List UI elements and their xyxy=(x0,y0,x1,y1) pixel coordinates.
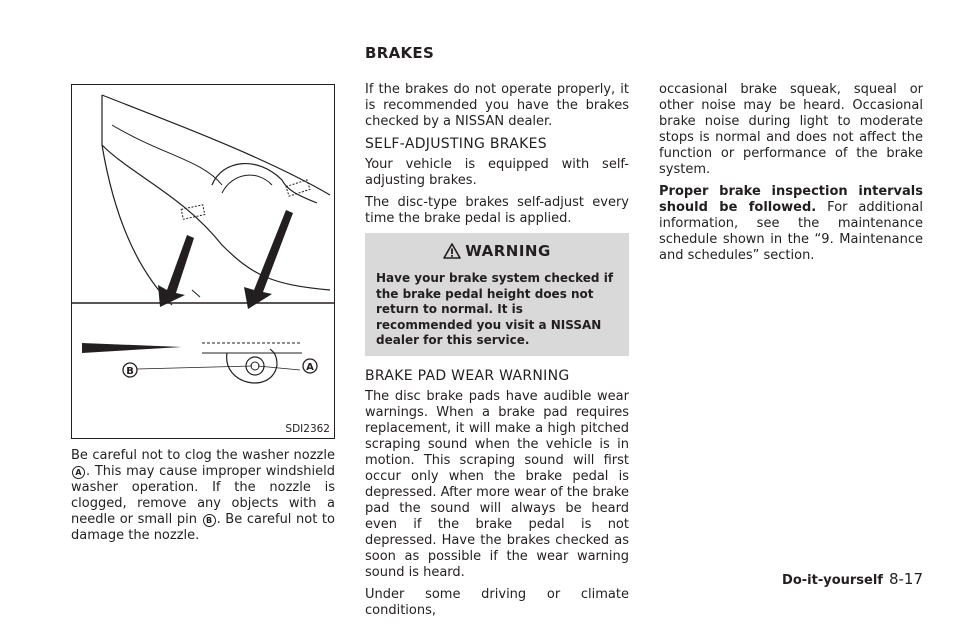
inspection-paragraph xyxy=(659,184,923,264)
pad-wear-p2: Under some driving or climate conditions, xyxy=(365,586,629,618)
washer-nozzle-figure xyxy=(71,84,335,439)
figure-code: SDI2362 xyxy=(285,423,330,435)
warning-box xyxy=(365,233,629,356)
section-title: BRAKES xyxy=(365,44,435,62)
column-1 xyxy=(71,448,335,550)
noise-paragraph: occasional brake squeak, squeal or other noise may be heard. Occasional brake noise during light to moderate stops is normal and does not affect the function or performance of the brake system. xyxy=(659,82,923,177)
warning-header xyxy=(376,243,618,259)
column-2 xyxy=(365,82,629,625)
label-b: B xyxy=(126,366,134,377)
heading-self-adjusting: SELF-ADJUSTING BRAKES xyxy=(365,136,547,152)
page-number: 8-17 xyxy=(888,570,923,588)
self-adjust-p1: Your vehicle is equipped with self-adjusting brakes. xyxy=(365,157,629,188)
warning-title: WARNING xyxy=(465,242,551,260)
badge-b: B xyxy=(203,514,216,527)
nozzle-paragraph xyxy=(71,448,335,544)
brakes-intro: If the brakes do not operate properly, it is recommended you have the brakes checked by a NISSAN dealer. xyxy=(365,82,629,129)
nozzle-text-1: Be careful not to clog the washer nozzle xyxy=(71,448,335,463)
inspection-rest: For additional information, see the maintenance schedule shown in the “9. Maintenance and schedules” section. xyxy=(659,200,923,263)
hood-illustration xyxy=(72,85,334,438)
footer-section: Do-it-yourself xyxy=(782,573,883,588)
badge-a: A xyxy=(72,466,85,479)
inspection-bold: Proper brake inspection intervals should be followed. xyxy=(659,184,923,215)
nozzle-text-2: . This may cause improper windshield washer operation. If the nozzle is clogged, remove any objects with a needle or small pin xyxy=(71,464,335,527)
heading-pad-wear: BRAKE PAD WEAR WARNING xyxy=(365,367,570,384)
nozzle-text-3: . Be careful not to damage the nozzle. xyxy=(71,512,335,543)
warning-text: Have your brake system checked if the brake pedal height does not return to normal. It is recommended you visit a NISSAN dealer for this service. xyxy=(376,271,614,347)
pad-wear-p1: The disc brake pads have audible wear warnings. When a brake pad requires replacement, it will make a high pitched scraping sound when the vehicle is in motion. This scraping sound will first occur only when the brake pedal is depressed. After more wear of the brake pad the sound will always be heard even if the brake pedal is not depressed. Have the brakes checked as soon as possible if the wear warning sound is heard. xyxy=(365,388,629,580)
page-footer xyxy=(782,570,923,588)
label-a: A xyxy=(306,362,314,373)
column-3 xyxy=(659,82,923,270)
self-adjust-p2: The disc-type brakes self-adjust every time the brake pedal is applied. xyxy=(365,195,629,226)
warning-triangle-icon xyxy=(443,243,461,259)
